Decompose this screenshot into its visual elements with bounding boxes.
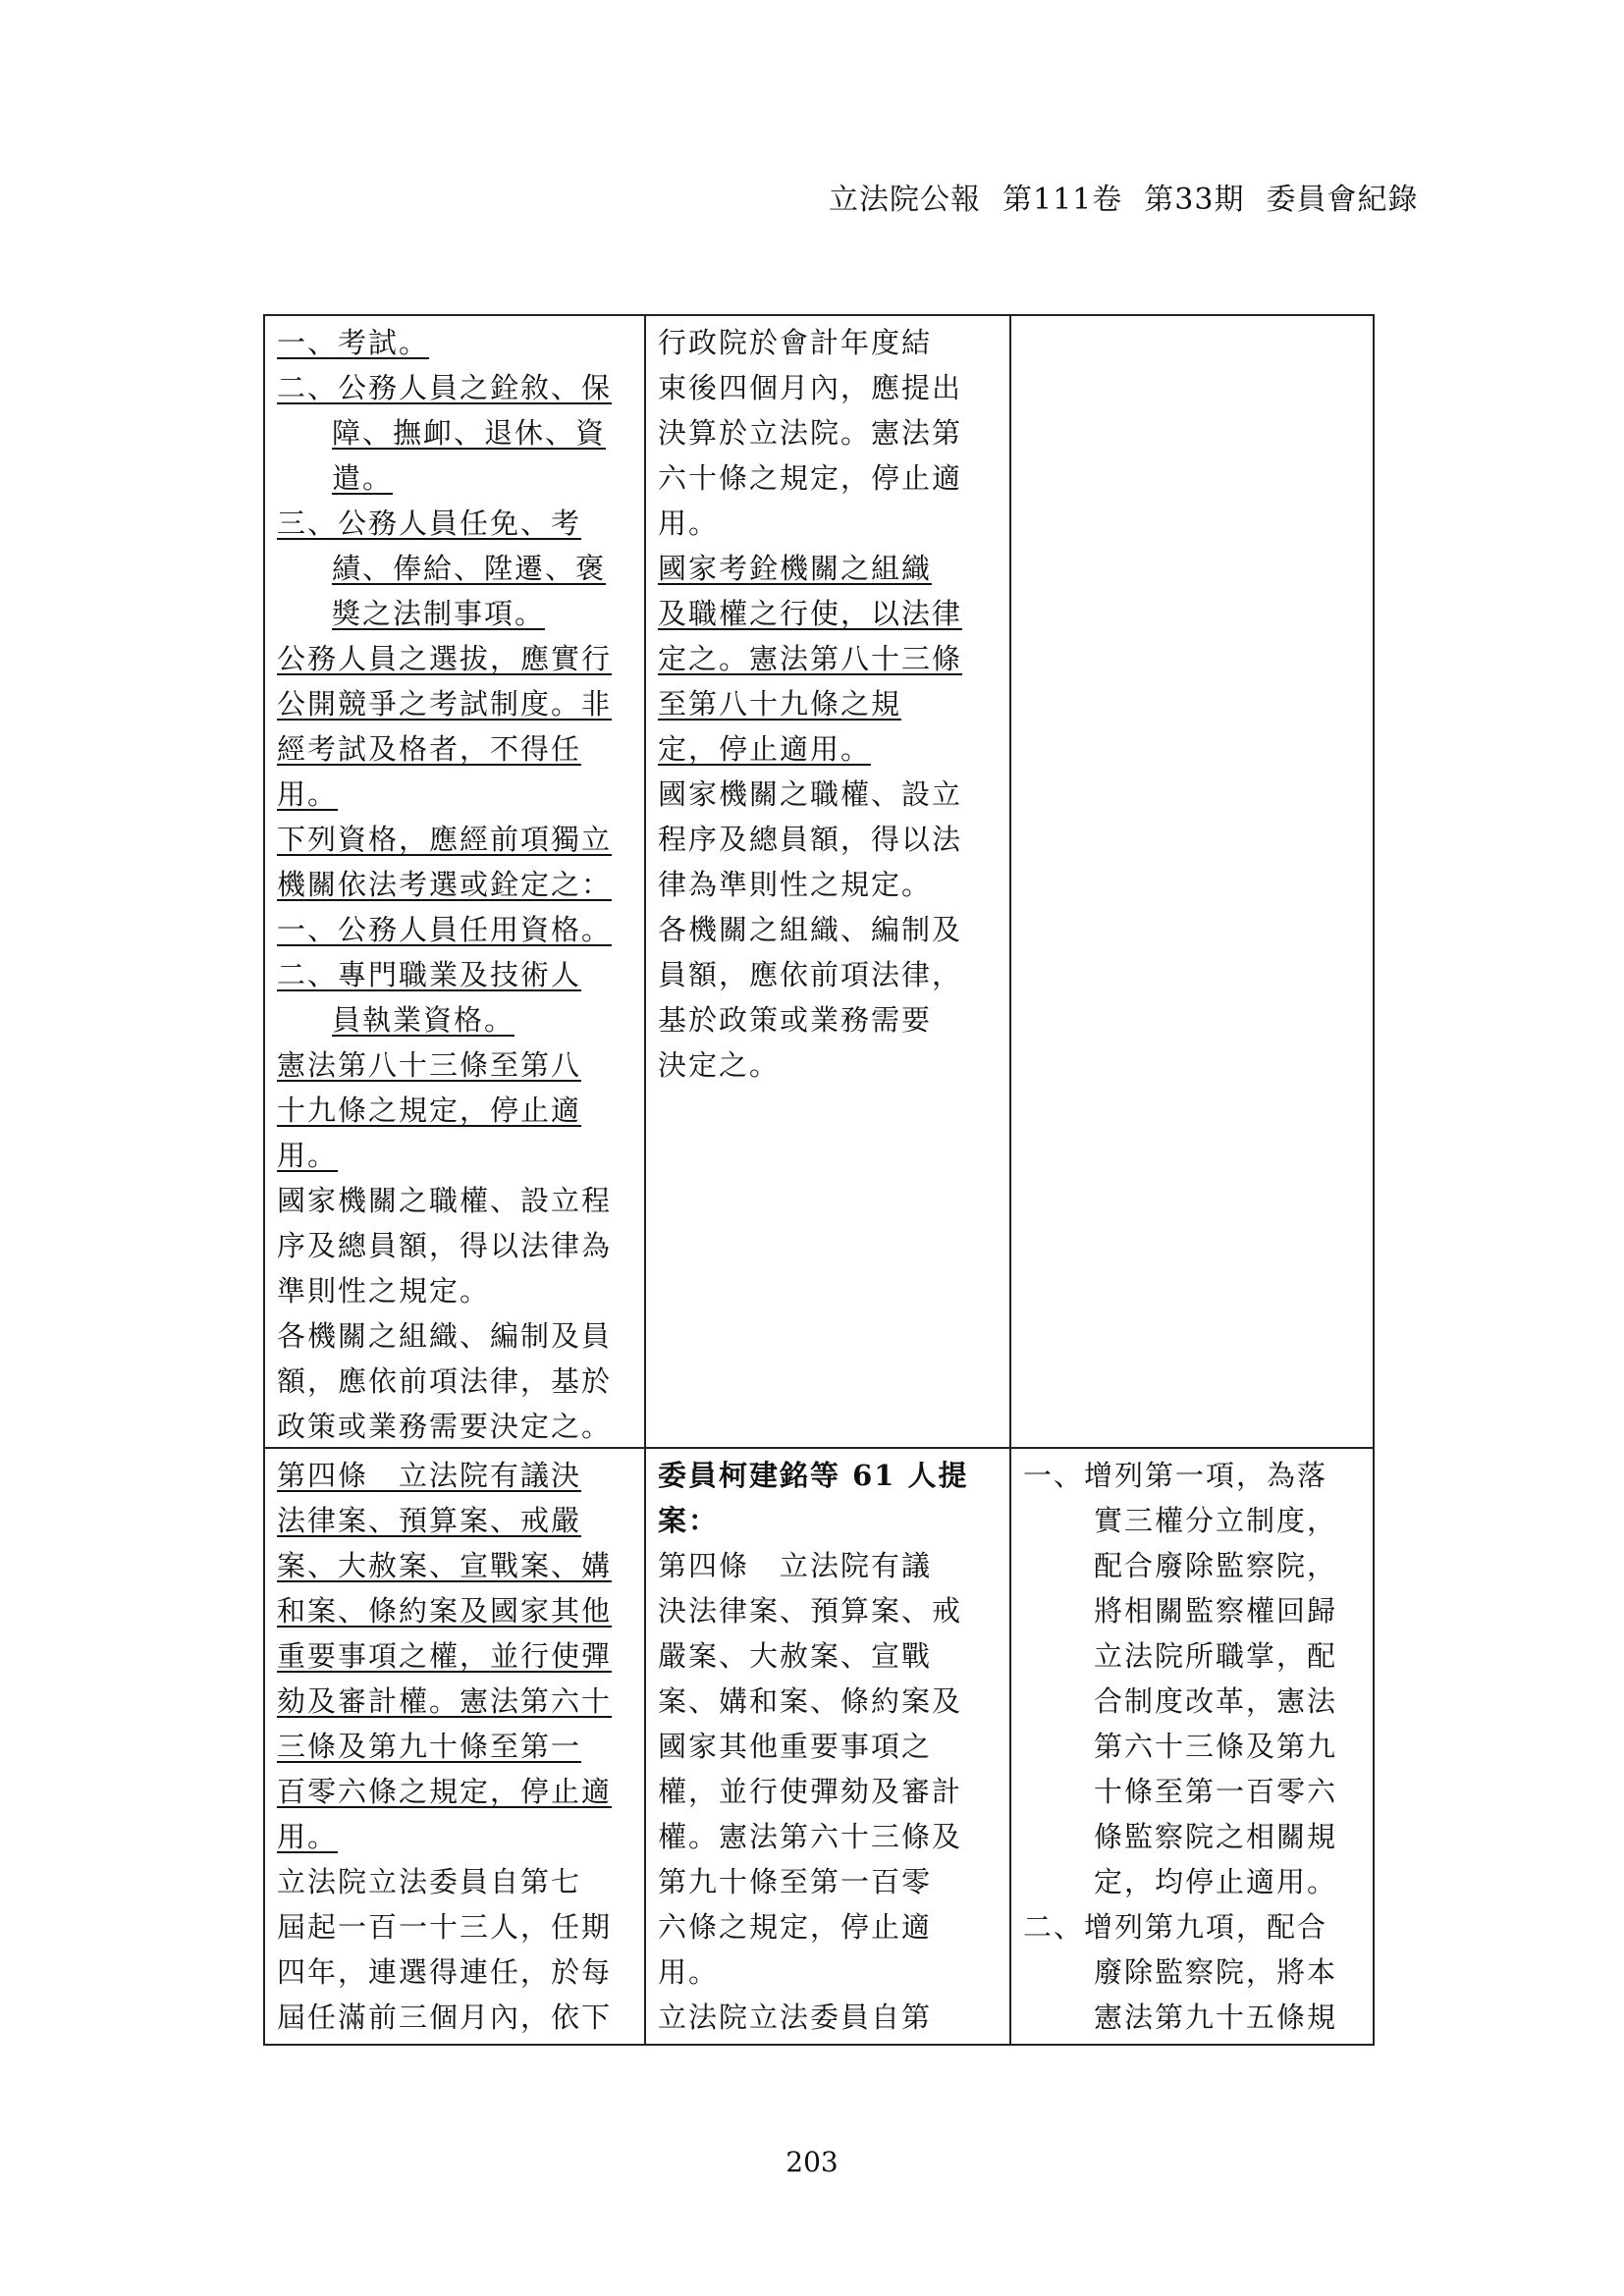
text-line-content: 六十條之規定，停止適 [658,461,963,495]
text-line-content: 三條及第九十條至第一 [277,1730,582,1763]
text-line-content: 立法院立法委員自第 [658,2001,933,2034]
text-line-content: 定之。憲法第八十三條 [658,642,963,675]
text-line-content: 合制度改革，憲法 [1094,1684,1338,1718]
text-line-content: 嚴案、大赦案、宣戰 [658,1639,933,1673]
text-line [658,862,1001,907]
text-line [277,1769,636,1814]
text-line [277,1814,636,1859]
text-line-content: 機關依法考選或銓定之： [277,868,613,901]
text-line-content: 權。憲法第六十三條及 [658,1820,963,1853]
text-line-content: 行政院於會計年度結 [658,326,933,359]
text-line [658,1588,1001,1633]
text-line [277,455,636,501]
text-line-content: 用。 [658,1955,720,1989]
text-line [277,862,636,907]
text-line-content: 二、增列第九項，配合 [1023,1910,1328,1944]
text-line-content: 第九十條至第一百零 [658,1865,933,1898]
text-line-content: 立法院所職掌，配 [1094,1639,1338,1673]
text-line [277,1042,636,1088]
text-line [1023,1995,1365,2040]
text-line-content: 四年，連選得連任，於每 [277,1955,613,1989]
text-line [658,365,1001,410]
current-text-column [265,1449,646,2044]
text-line [1023,1498,1365,1543]
text-line-content: 委員柯建銘等 61 人提 [658,1459,969,1492]
text-line [277,1313,636,1359]
text-line-content: 各機關之組織、編制及員 [277,1319,613,1353]
text-line [658,1814,1001,1859]
text-line [658,772,1001,817]
text-line [277,1724,636,1769]
text-line [277,1904,636,1949]
table-row [265,316,1373,1449]
text-line [658,1543,1001,1588]
text-line [658,1453,1001,1498]
text-line [1023,1769,1365,1814]
text-line [658,1633,1001,1679]
text-line-content: 廢除監察院，將本 [1094,1955,1338,1989]
text-line [658,1679,1001,1724]
text-line-content: 憲法第八十三條至第八 [277,1048,582,1082]
text-line-content: 決算於立法院。憲法第 [658,416,963,450]
text-line-content: 國家機關之職權、設立程 [277,1184,613,1217]
text-line-content: 各機關之組織、編制及 [658,913,963,946]
text-line [658,952,1001,997]
text-line-content: 經考試及格者，不得任 [277,732,582,766]
text-line-content: 十九條之規定，停止適 [277,1094,582,1127]
text-line [1023,1904,1365,1949]
text-line [277,365,636,410]
text-line [658,681,1001,726]
text-line [277,726,636,772]
text-line [277,997,636,1042]
text-line [658,1498,1001,1543]
text-line-content: 第四條 立法院有議 [658,1549,933,1582]
text-line [277,1633,636,1679]
text-line-content: 法律案、預算案、戒嚴 [277,1504,582,1537]
volume-label: 第111卷 [1002,183,1123,217]
text-line [277,636,636,681]
text-line [658,1949,1001,1995]
text-line [658,501,1001,546]
text-line-content: 公開競爭之考試制度。非 [277,687,613,721]
text-line-content: 至第八十九條之規 [658,687,902,721]
text-line [277,320,636,365]
text-line [658,455,1001,501]
text-line-content: 用。 [277,1820,339,1853]
text-line-content: 程序及總員額，得以法 [658,823,963,856]
text-line-content: 配合廢除監察院， [1094,1549,1338,1582]
text-line [658,546,1001,591]
text-line-content: 二、公務人員之銓敘、保 [277,371,613,404]
text-line-content: 二、專門職業及技術人 [277,958,582,991]
current-text-column [265,316,646,1447]
text-line [658,907,1001,952]
text-line-content: 用。 [277,777,339,811]
text-line-content: 準則性之規定。 [277,1274,491,1308]
text-line [277,1404,636,1447]
text-line [658,320,1001,365]
text-line-content: 國家考銓機關之組織 [658,552,933,585]
text-line [277,1498,636,1543]
text-line-content: 六條之規定，停止適 [658,1910,933,1944]
explanation-column [1011,316,1373,1447]
text-line-content: 束後四個月內，應提出 [658,371,963,404]
proposal-text-column [646,316,1011,1447]
text-line [658,410,1001,455]
text-line-content: 一、公務人員任用資格。 [277,913,613,946]
text-line-content: 第四條 立法院有議決 [277,1459,582,1492]
text-line-content: 案： [658,1504,720,1537]
text-line [658,1042,1001,1088]
text-line-content: 用。 [658,507,720,540]
explanation-column [1011,1449,1373,2044]
text-line-content: 序及總員額，得以法律為 [277,1229,613,1262]
text-line-content: 績、俸給、陞遷、褒 [332,552,607,585]
text-line [1023,1543,1365,1588]
text-line [1023,1724,1365,1769]
text-line-content: 實三權分立制度， [1094,1504,1338,1537]
text-line [1023,1859,1365,1904]
text-line-content: 及職權之行使，以法律 [658,597,963,630]
text-line [277,1178,636,1223]
text-line-content: 三、公務人員任免、考 [277,507,582,540]
text-line-content: 屆起一百一十三人，任期 [277,1910,613,1944]
text-line-content: 十條至第一百零六 [1094,1775,1338,1808]
text-line-content: 律為準則性之規定。 [658,868,933,901]
text-line [277,1359,636,1404]
table-row [265,1449,1373,2044]
text-line-content: 定，停止適用。 [658,732,872,766]
text-line-content: 劾及審計權。憲法第六十 [277,1684,613,1718]
section-label: 委員會紀錄 [1266,183,1419,217]
text-line [277,952,636,997]
text-line [277,772,636,817]
text-line [277,546,636,591]
text-line [277,1588,636,1633]
publication-name: 立法院公報 [829,183,981,217]
text-line-content: 條監察院之相關規 [1094,1820,1338,1853]
issue-label: 第33期 [1144,183,1245,217]
comparison-table [263,314,1375,2046]
text-line [277,1949,636,1995]
text-line-content: 下列資格，應經前項獨立 [277,823,613,856]
text-line [658,1724,1001,1769]
text-line-content: 屆任滿前三個月內，依下 [277,2001,613,2034]
text-line-content: 獎之法制事項。 [332,597,546,630]
text-line [277,907,636,952]
text-line-content: 遣。 [332,461,394,495]
text-line [277,1133,636,1178]
text-line-content: 案、大赦案、宣戰案、媾 [277,1549,613,1582]
text-line [277,1453,636,1498]
text-line-content: 用。 [277,1139,339,1172]
text-line-content: 將相關監察權回歸 [1094,1594,1338,1628]
text-line-content: 員額，應依前項法律， [658,958,963,991]
proposal-text-column [646,1449,1011,2044]
text-line [658,817,1001,862]
text-line [277,1088,636,1133]
text-line-content: 決定之。 [658,1048,781,1082]
text-line [1023,1949,1365,1995]
text-line [277,591,636,636]
text-line-content: 額，應依前項法律，基於 [277,1364,613,1398]
text-line [277,1995,636,2040]
text-line [658,591,1001,636]
text-line [1023,1633,1365,1679]
page-number: 203 [785,2146,839,2178]
text-line-content: 第六十三條及第九 [1094,1730,1338,1763]
text-line [658,997,1001,1042]
text-line-content: 國家其他重要事項之 [658,1730,933,1763]
text-line-content: 憲法第九十五條規 [1094,2001,1338,2034]
text-line [658,1995,1001,2040]
text-line [277,681,636,726]
text-line [1023,1814,1365,1859]
text-line [277,1543,636,1588]
text-line-content: 一、增列第一項，為落 [1023,1459,1328,1492]
text-line-content: 決法律案、預算案、戒 [658,1594,963,1628]
text-line [658,1859,1001,1904]
text-line-content: 案、媾和案、條約案及 [658,1684,963,1718]
text-line [1023,1453,1365,1498]
text-line-content: 政策或業務需要決定之。 [277,1410,613,1443]
text-line-content: 和案、條約案及國家其他 [277,1594,613,1628]
text-line [277,501,636,546]
text-line [658,636,1001,681]
text-line [277,1679,636,1724]
text-line-content: 一、考試。 [277,326,430,359]
text-line [277,410,636,455]
text-line [277,817,636,862]
text-line [277,1859,636,1904]
text-line-content: 基於政策或業務需要 [658,1003,933,1037]
page-header [829,175,1418,218]
text-line-content: 障、撫卹、退休、資 [332,416,607,450]
text-line-content: 員執業資格。 [332,1003,515,1037]
text-line [658,1904,1001,1949]
text-line [1023,1588,1365,1633]
text-line [277,1268,636,1313]
text-line [277,1223,636,1268]
text-line [658,1769,1001,1814]
text-line-content: 重要事項之權，並行使彈 [277,1639,613,1673]
text-line [658,726,1001,772]
text-line-content: 立法院立法委員自第七 [277,1865,582,1898]
text-line [1023,1679,1365,1724]
text-line-content: 公務人員之選拔，應實行 [277,642,613,675]
text-line-content: 定，均停止適用。 [1094,1865,1338,1898]
text-line-content: 權，並行使彈劾及審計 [658,1775,963,1808]
text-line-content: 百零六條之規定，停止適 [277,1775,613,1808]
text-line-content: 國家機關之職權、設立 [658,777,963,811]
